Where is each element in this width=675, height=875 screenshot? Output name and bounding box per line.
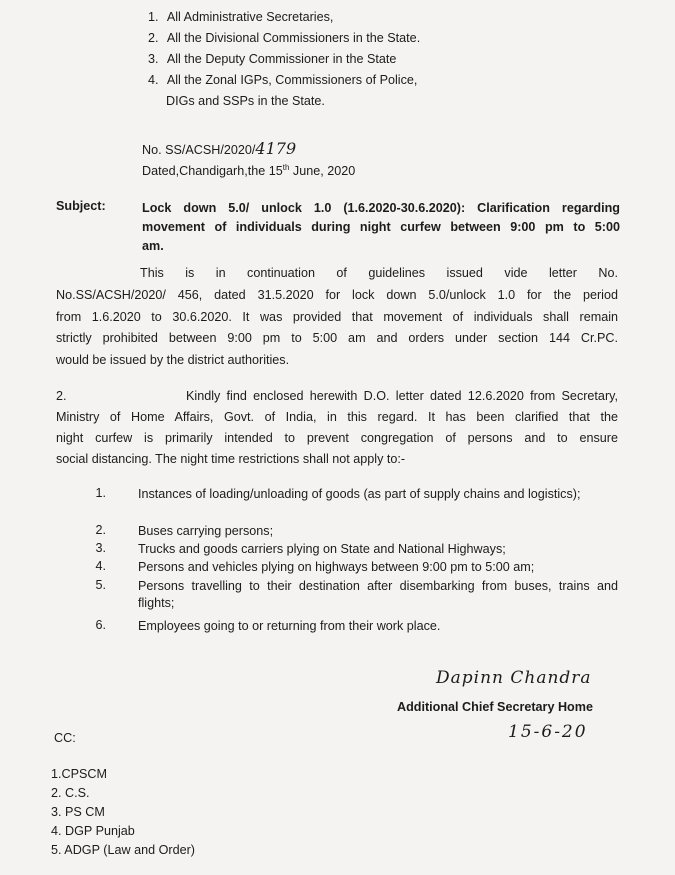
- addressee-item: 1. All Administrative Secretaries,: [148, 10, 334, 24]
- paragraph-2-first-line: Kindly find enclosed herewith D.O. letter dated 12.6.2020 from Secretary,: [186, 389, 618, 403]
- paragraph-1-line: from 1.6.2020 to 30.6.2020. It was provided that movement of individuals shall remain: [56, 310, 618, 324]
- list-item-number: 6.: [95, 618, 106, 632]
- letter-date: Dated,Chandigarh,the 15th June, 2020: [142, 163, 356, 179]
- addressee-item: DIGs and SSPs in the State.: [166, 94, 325, 108]
- handwritten-date: 15-6-20: [508, 722, 588, 742]
- paragraph-2-line: social distancing. The night time restrictions shall not apply to:-: [56, 452, 406, 466]
- paragraph-1-line: No.SS/ACSH/2020/ 456, dated 31.5.2020 for lock down 5.0/unlock 1.0 for the period: [56, 288, 618, 302]
- cc-item: 3. PS CM: [51, 805, 105, 819]
- cc-item: 4. DGP Punjab: [51, 824, 135, 838]
- cc-item: 1.CPSCM: [51, 767, 107, 781]
- paragraph-2-number: 2.: [56, 389, 67, 403]
- cc-item: 2. C.S.: [51, 786, 90, 800]
- list-item-number: 4.: [95, 559, 106, 573]
- list-item-number: 2.: [95, 523, 106, 537]
- cc-list: [51, 765, 195, 860]
- paragraph-1-line: strictly prohibited between 9:00 pm to 5:00 am and orders under section 144 Cr.PC.: [56, 331, 618, 345]
- paragraph-2-line: night curfew is primarily intended to prevent congregation of persons and to ensure: [56, 431, 618, 445]
- addressee-item: 3. All the Deputy Commissioner in the State: [148, 52, 397, 66]
- list-item-number: 3.: [95, 541, 106, 555]
- list-item: Buses carrying persons;: [138, 524, 274, 538]
- paragraph-2-line: Ministry of Home Affairs, Govt. of India, in this regard. It has been clarified that the: [56, 410, 618, 424]
- list-item-number: 5.: [95, 578, 106, 592]
- list-item: Persons travelling to their destination after disembarking from buses, trains and flights;: [138, 579, 618, 610]
- paragraph-1-first-line: This is in continuation of guidelines issued vide letter No.: [140, 266, 618, 280]
- reference-number: No. SS/ACSH/2020/4179: [142, 139, 297, 158]
- list-item: Trucks and goods carriers plying on State and National Highways;: [138, 542, 506, 556]
- subject-text: Lock down 5.0/ unlock 1.0 (1.6.2020-30.6.2020): Clarification regarding movement of individuals during night curfew between 9:00 pm to 5:00 am.: [142, 201, 620, 253]
- signatory-designation: Additional Chief Secretary Home: [397, 700, 593, 714]
- list-item: Instances of loading/unloading of goods (as part of supply chains and logistics);: [138, 487, 581, 501]
- list-item: Persons and vehicles plying on highways between 9:00 pm to 5:00 am;: [138, 560, 535, 574]
- list-item-number: 1.: [95, 486, 106, 500]
- list-item: Employees going to or returning from their work place.: [138, 619, 441, 633]
- addressee-item: 2. All the Divisional Commissioners in the State.: [148, 31, 421, 45]
- paragraph-1-line: would be issued by the district authorities.: [56, 353, 290, 367]
- subject-label: Subject:: [56, 199, 106, 213]
- handwritten-signature: Dapinn Chandra: [436, 668, 592, 688]
- addressee-item: 4. All the Zonal IGPs, Commissioners of Police,: [148, 73, 418, 87]
- addressee-list: [148, 7, 420, 112]
- cc-label: CC:: [54, 731, 76, 745]
- cc-item: 5. ADGP (Law and Order): [51, 843, 195, 857]
